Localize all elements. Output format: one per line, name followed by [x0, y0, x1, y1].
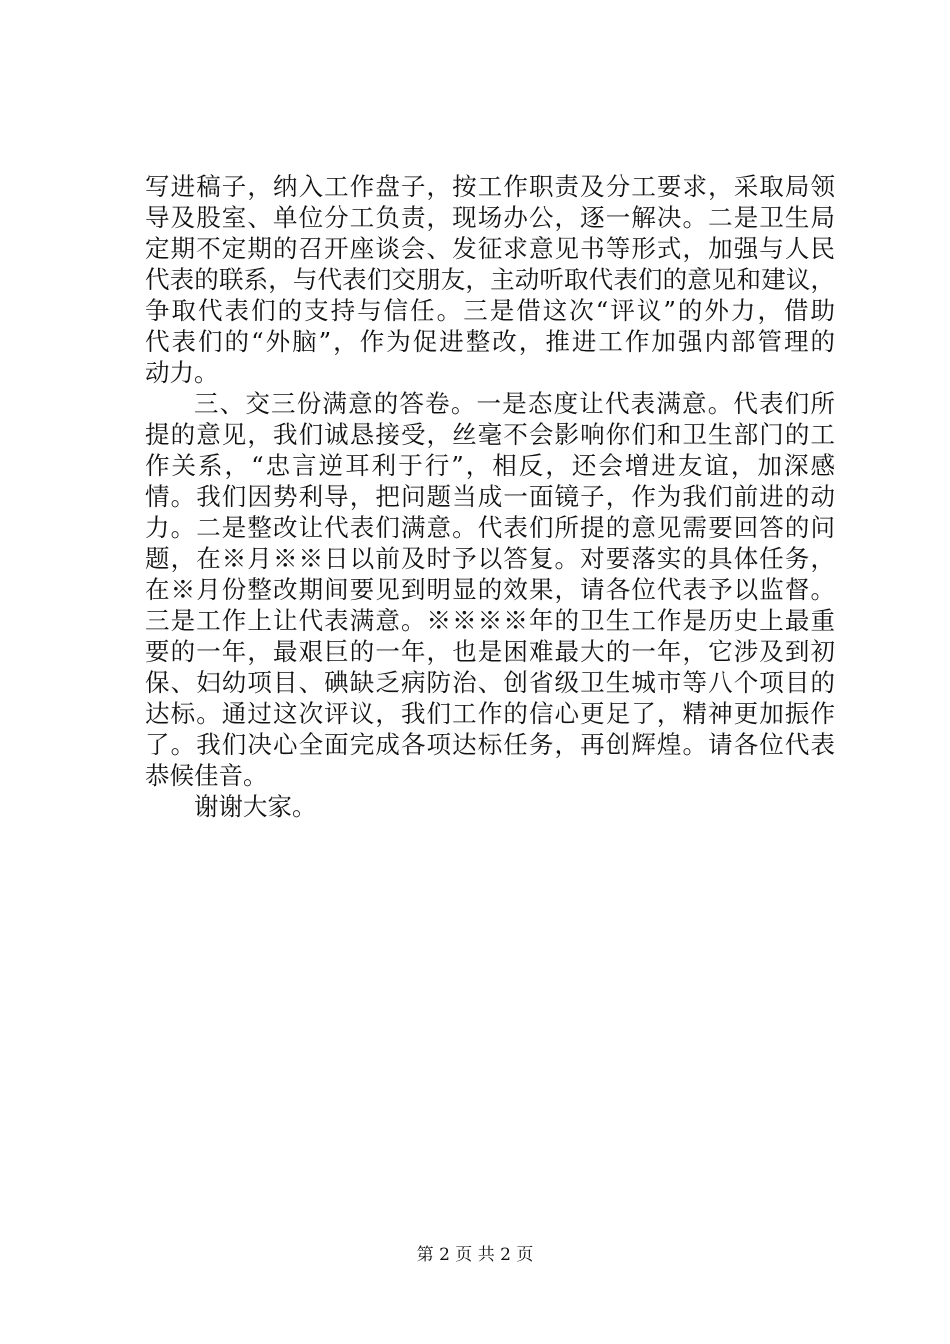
text-line: 谢谢大家。 [194, 792, 317, 821]
text-line: 代表的联系，与代表们交朋友，主动听取代表们的意见和建议， [145, 265, 835, 294]
document-body [145, 171, 835, 822]
page-footer [0, 1243, 950, 1267]
text-line: 题，在※月※※日以前及时予以答复。对要落实的具体任务， [145, 544, 835, 573]
text-line: 作关系，“忠言逆耳利于行”，相反，还会增进友谊，加深感 [145, 451, 835, 480]
text-line: 在※月份整改期间要见到明显的效果，请各位代表予以监督。 [145, 575, 835, 604]
paragraph-3 [145, 791, 835, 822]
text-line: 写进稿子，纳入工作盘子，按工作职责及分工要求，采取局领 [145, 172, 835, 201]
text-line: 三是工作上让代表满意。※※※※年的卫生工作是历史上最重 [145, 606, 835, 635]
text-line: 情。我们因势利导，把问题当成一面镜子，作为我们前进的动 [145, 482, 835, 511]
text-line: 达标。通过这次评议，我们工作的信心更足了，精神更加振作 [145, 699, 835, 728]
text-line: 争取代表们的支持与信任。三是借这次“评议”的外力，借助 [145, 296, 835, 325]
text-line: 定期不定期的召开座谈会、发征求意见书等形式，加强与人民 [145, 234, 835, 263]
paragraph-2 [145, 388, 835, 791]
text-line: 三、交三份满意的答卷。一是态度让代表满意。代表们所 [194, 389, 835, 418]
text-line: 代表们的“外脑”，作为促进整改，推进工作加强内部管理的 [145, 327, 835, 356]
text-line: 要的一年，最艰巨的一年，也是困难最大的一年，它涉及到初 [145, 637, 835, 666]
text-line: 力。二是整改让代表们满意。代表们所提的意见需要回答的问 [145, 513, 835, 542]
text-line: 恭候佳音。 [145, 761, 268, 790]
page-number-label: 第 2 页 共 2 页 [416, 1245, 534, 1265]
text-line: 动力。 [145, 358, 219, 387]
text-line: 了。我们决心全面完成各项达标任务，再创辉煌。请各位代表 [145, 730, 835, 759]
text-line: 保、妇幼项目、碘缺乏病防治、创省级卫生城市等八个项目的 [145, 668, 835, 697]
paragraph-1 [145, 171, 835, 388]
text-line: 提的意见，我们诚恳接受，丝毫不会影响你们和卫生部门的工 [145, 420, 835, 449]
text-line: 导及股室、单位分工负责，现场办公，逐一解决。二是卫生局 [145, 203, 835, 232]
